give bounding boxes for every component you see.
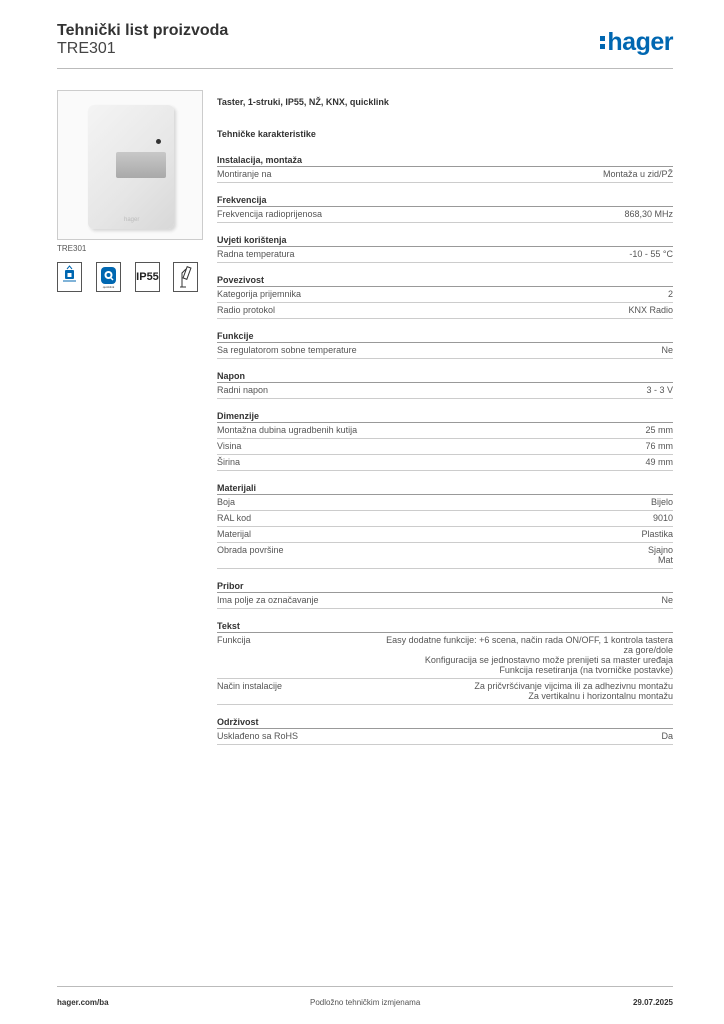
- led-indicator-icon: [156, 139, 161, 144]
- spec-value: [661, 595, 673, 605]
- logo-colon-icon: [600, 34, 606, 50]
- spec-label: Sa regulatorom sobne temperature: [217, 345, 357, 355]
- spec-value: [661, 345, 673, 355]
- spec-section: [217, 619, 673, 705]
- spec-row: [217, 343, 673, 359]
- spec-label: Radio protokol: [217, 305, 276, 315]
- spec-value-line: 868,30 MHz: [624, 209, 673, 219]
- spec-section-title: Uvjeti korištenja: [217, 233, 673, 247]
- spec-section: [217, 715, 673, 745]
- spec-value: [603, 169, 673, 179]
- spec-label: Obrada površine: [217, 545, 284, 555]
- spec-value-line: Konfiguracija se jednostavno može prenijeti sa master uređaja: [424, 655, 673, 665]
- spec-value-line: 76 mm: [645, 441, 673, 451]
- spec-value-line: 9010: [652, 513, 673, 523]
- spec-label: Boja: [217, 497, 236, 507]
- spec-value: [648, 545, 673, 565]
- spec-row: [217, 511, 673, 527]
- spec-value-line: 3 - 3 V: [646, 385, 673, 395]
- footer-website[interactable]: hager.com/ba: [57, 998, 109, 1007]
- spec-section: [217, 329, 673, 359]
- spec-section: [217, 153, 673, 183]
- spec-value-line: Easy dodatne funkcije: +6 scena, način rada ON/OFF, 1 kontrola tastera: [386, 635, 673, 645]
- spec-value-line: Mat: [657, 555, 673, 565]
- spec-value-line: 49 mm: [645, 457, 673, 467]
- spec-section-title: Funkcije: [217, 329, 673, 343]
- spec-value-line: 2: [667, 289, 673, 299]
- spec-value-line: Montaža u zid/PŽ: [602, 169, 673, 179]
- spec-section: [217, 193, 673, 223]
- spec-value-line: Sjajno: [647, 545, 673, 555]
- spec-row: [217, 633, 673, 679]
- spec-row: [217, 593, 673, 609]
- spec-section-title: Materijali: [217, 481, 673, 495]
- spec-row: [217, 287, 673, 303]
- spec-value: [668, 289, 673, 299]
- spec-label: Montiranje na: [217, 169, 272, 179]
- footer-note: Podložno tehničkim izmjenama: [310, 998, 421, 1007]
- device-brand-mark: hager: [124, 217, 140, 223]
- spec-section: [217, 369, 673, 399]
- spec-value: [645, 441, 673, 451]
- spec-section: [217, 273, 673, 319]
- spec-section-title: Povezivost: [217, 273, 673, 287]
- rocker-button-illustration: [116, 152, 166, 178]
- spec-row: [217, 423, 673, 439]
- spec-row: [217, 455, 673, 471]
- spec-section: [217, 409, 673, 471]
- spec-value: [646, 385, 673, 395]
- spec-value: [628, 305, 673, 315]
- quicklink-label: quicklink: [102, 285, 115, 289]
- spec-value-line: Ne: [661, 595, 673, 605]
- switch-device-illustration: [88, 105, 174, 229]
- product-description: Taster, 1-struki, IP55, NŽ, KNX, quicklink: [217, 97, 389, 107]
- spec-label: Ima polje za označavanje: [217, 595, 319, 605]
- spec-row: [217, 247, 673, 263]
- spec-label: Visina: [217, 441, 242, 451]
- spec-label: Frekvencija radioprijenosa: [217, 209, 323, 219]
- product-code: TRE301: [57, 40, 116, 57]
- hager-logo: [600, 28, 673, 57]
- spec-label: Način instalacije: [217, 681, 283, 691]
- spec-row: [217, 679, 673, 705]
- spec-value-line: Za pričvršćivanje vijcima ili za adhezivnu montažu: [474, 681, 673, 691]
- product-image-caption: TRE301: [57, 244, 87, 253]
- spec-row: [217, 207, 673, 223]
- spec-section-title: Tekst: [217, 619, 673, 633]
- spec-row: [217, 543, 673, 569]
- spec-row: [217, 439, 673, 455]
- spec-section-title: Održivost: [217, 715, 673, 729]
- spec-value-line: KNX Radio: [628, 305, 673, 315]
- spec-section-title: Napon: [217, 369, 673, 383]
- spec-value: [386, 635, 673, 675]
- quicklink-logo-icon: [96, 262, 121, 292]
- ip55-badge: IP55: [135, 262, 160, 292]
- document-title: Tehnički list proizvoda: [57, 22, 229, 39]
- logo-text: hager: [607, 28, 673, 56]
- quicklink-icon: [57, 262, 82, 292]
- spec-section-title: Pribor: [217, 579, 673, 593]
- spec-value: [661, 731, 673, 741]
- spec-value: [629, 249, 673, 259]
- footer-date: 29.07.2025: [632, 998, 673, 1007]
- spec-label: Funkcija: [217, 635, 251, 645]
- spec-section-title: Dimenzije: [217, 409, 673, 423]
- spec-label: Širina: [217, 457, 241, 467]
- spec-row: [217, 729, 673, 745]
- specifications-heading: Tehničke karakteristike: [217, 129, 316, 139]
- page-header: [57, 20, 673, 70]
- spec-value: [645, 425, 673, 435]
- spec-sections: [217, 153, 673, 745]
- spec-row: [217, 303, 673, 319]
- footer-divider: [57, 986, 673, 987]
- spec-value-line: Bijelo: [650, 497, 673, 507]
- spec-value-line: Funkcija resetiranja (na tvorničke postavke): [499, 665, 673, 675]
- spec-section: [217, 579, 673, 609]
- mounting-icon: [173, 262, 198, 292]
- spec-label: Radna temperatura: [217, 249, 295, 259]
- header-divider: [57, 68, 673, 69]
- spec-row: [217, 495, 673, 511]
- product-image: [57, 90, 203, 240]
- spec-label: Montažna dubina ugradbenih kutija: [217, 425, 358, 435]
- spec-value: [645, 457, 673, 467]
- spec-label: Radni napon: [217, 385, 269, 395]
- spec-value: [653, 513, 673, 523]
- spec-value: [651, 497, 673, 507]
- spec-section: [217, 233, 673, 263]
- spec-value-line: 25 mm: [645, 425, 673, 435]
- spec-value-line: -10 - 55 °C: [629, 249, 673, 259]
- spec-section-title: Instalacija, montaža: [217, 153, 673, 167]
- spec-value-line: Da: [661, 731, 673, 741]
- spec-section-title: Frekvencija: [217, 193, 673, 207]
- spec-value: [624, 209, 673, 219]
- spec-value: [474, 681, 673, 701]
- spec-value-line: Plastika: [641, 529, 673, 539]
- spec-row: [217, 383, 673, 399]
- spec-row: [217, 167, 673, 183]
- spec-value: [641, 529, 673, 539]
- spec-section: [217, 481, 673, 569]
- spec-label: Kategorija prijemnika: [217, 289, 302, 299]
- spec-value-line: Ne: [661, 345, 673, 355]
- spec-row: [217, 527, 673, 543]
- spec-value-line: Za vertikalnu i horizontalnu montažu: [528, 691, 673, 701]
- spec-label: Usklađeno sa RoHS: [217, 731, 299, 741]
- specifications-panel: [217, 97, 673, 745]
- spec-label: Materijal: [217, 529, 252, 539]
- spec-label: RAL kod: [217, 513, 252, 523]
- spec-value-line: za gore/dole: [623, 645, 673, 655]
